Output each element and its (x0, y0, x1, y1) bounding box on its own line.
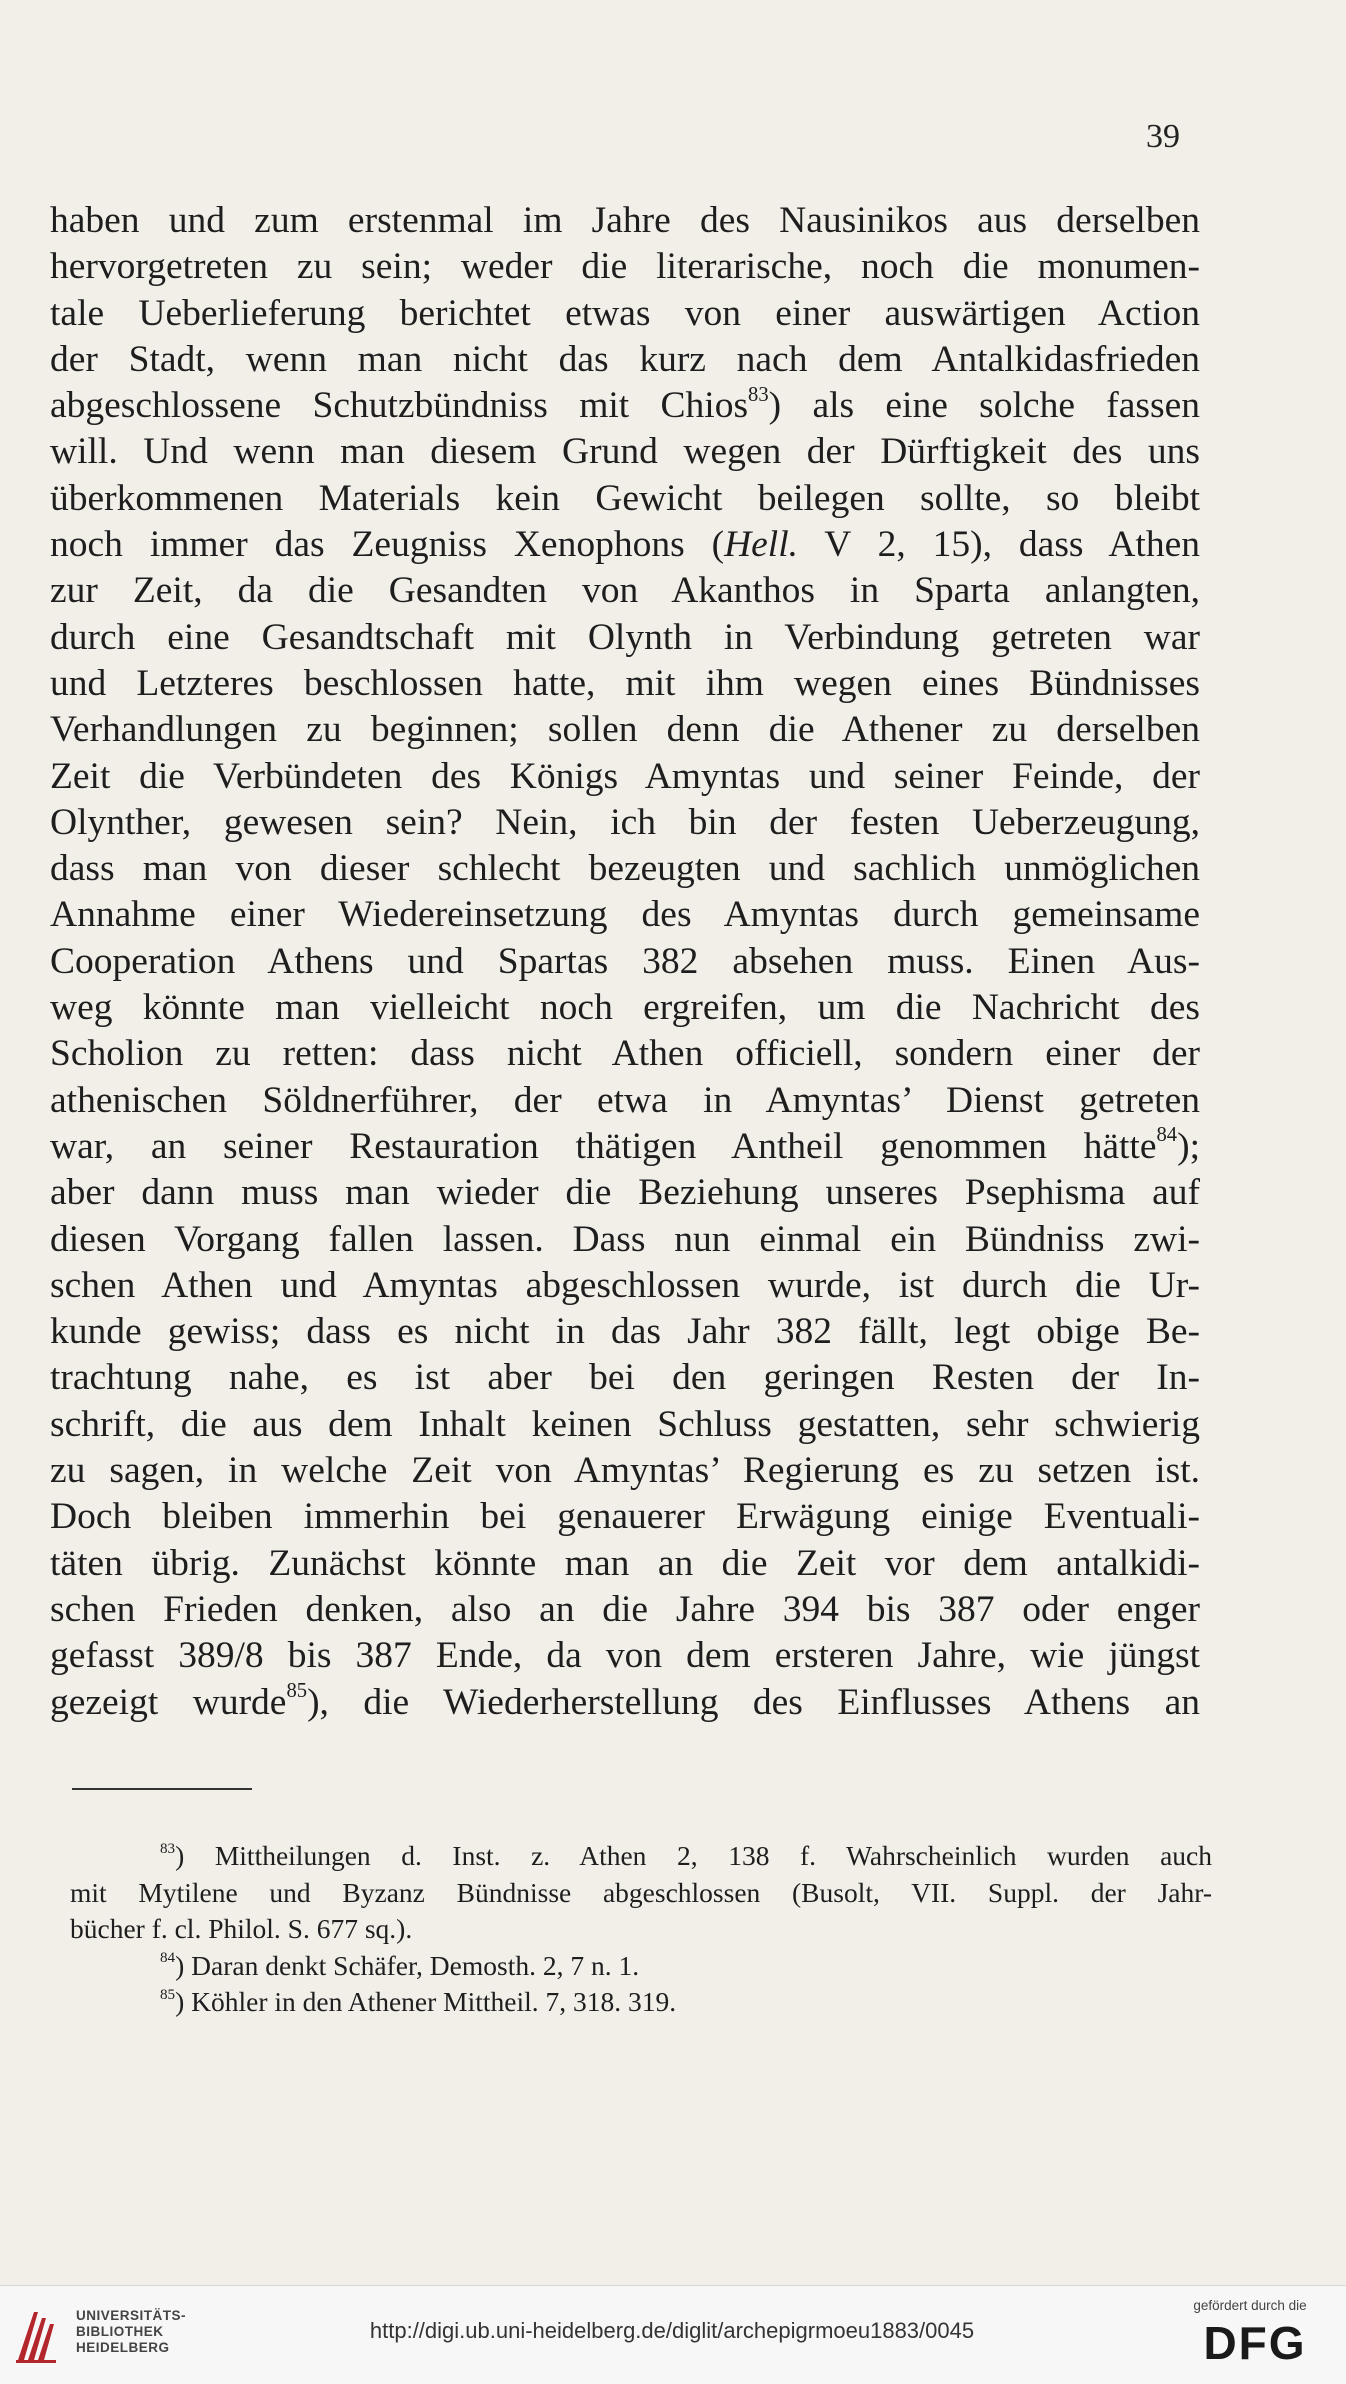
footnotes (70, 1838, 1212, 2021)
body-line: zur Zeit, da die Gesandten von Akanthos in Sparta anlangten, (50, 570, 1200, 612)
footnote-84 (70, 1948, 1212, 1985)
body-line: trachtung nahe, es ist aber bei den geringen Resten der In- (50, 1357, 1200, 1399)
body-line: schrift, die aus dem Inhalt keinen Schluss gestatten, sehr schwierig (50, 1403, 1200, 1445)
body-line-text: war, an seiner Restauration thätigen Antheil genommen hätte (50, 1125, 1157, 1167)
dfg-logo: DFG (1203, 2317, 1307, 2369)
body-line: Olynther, gewesen sein? Nein, ich bin der festen Ueberzeugung, (50, 801, 1200, 843)
body-line: weg könnte man vielleicht noch ergreifen, um die Nachricht des (50, 987, 1200, 1029)
footnote-text: ) Daran denkt Schäfer, Demosth. 2, 7 n. 1. (175, 1949, 640, 1981)
body-line-text: V 2, 15), dass Athen (798, 524, 1200, 566)
library-name-line: HEIDELBERG (76, 2340, 170, 2355)
body-line: will. Und wenn man diesem Grund wegen der Dürftigkeit des uns (50, 431, 1200, 473)
citation-italic: Hell. (724, 524, 799, 566)
body-line: diesen Vorgang fallen lassen. Dass nun einmal ein Bündniss zwi- (50, 1218, 1200, 1260)
footnote-number: 83 (160, 1840, 176, 1857)
body-line: dass man von dieser schlecht bezeugten und sachlich unmöglichen (50, 848, 1200, 890)
body-line-text: noch immer das Zeugniss Xenophons ( (50, 524, 725, 566)
body-line (50, 1680, 1200, 1726)
footnote-ref-83: 83 (748, 383, 769, 406)
body-line: schen Frieden denken, also an die Jahre 394 bis 387 oder enger (50, 1588, 1200, 1630)
body-line: Scholion zu retten: dass nicht Athen officiell, sondern einer der (50, 1033, 1200, 1075)
permalink-url[interactable]: http://digi.ub.uni-heidelberg.de/diglit/archepigrmoeu1883/0045 (369, 2318, 975, 2343)
body-line: täten übrig. Zunächst könnte man an die Zeit vor dem antalkidi- (50, 1542, 1200, 1584)
footnote-text: ) Mittheilungen d. Inst. z. Athen 2, 138 f. Wahrscheinlich wurden auch (175, 1840, 1212, 1871)
footnote-83-cont: mit Mytilene und Byzanz Bündnisse abgeschlossen (Busolt, VII. Suppl. der Jahr- (70, 1876, 1212, 1908)
footnote-divider (72, 1788, 252, 1790)
body-line (50, 383, 1200, 429)
body-line: Cooperation Athens und Spartas 382 absehen muss. Einen Aus- (50, 940, 1200, 982)
body-line: schen Athen und Amyntas abgeschlossen wurde, ist durch die Ur- (50, 1264, 1200, 1306)
heidelberg-library-logo-icon (14, 2304, 60, 2364)
footnote-ref-84: 84 (1156, 1124, 1178, 1147)
library-name-line: BIBLIOTHEK (76, 2324, 164, 2339)
body-line: gefasst 389/8 bis 387 Ende, da von dem ersteren Jahre, wie jüngst (50, 1635, 1200, 1677)
body-line: kunde gewiss; dass es nicht in das Jahr 382 fällt, legt obige Be- (50, 1311, 1200, 1353)
body-line: Verhandlungen zu beginnen; sollen denn die Athener zu derselben (50, 709, 1200, 751)
footnote-83 (70, 1838, 1212, 1875)
body-line-text: abgeschlossene Schutzbündniss mit Chios (50, 385, 749, 427)
body-line: Zeit die Verbündeten des Königs Amyntas und seiner Feinde, der (50, 755, 1200, 797)
body-line: durch eine Gesandtschaft mit Olynth in Verbindung getreten war (50, 616, 1200, 658)
body-line: überkommenen Materials kein Gewicht beilegen sollte, so bleibt (50, 477, 1200, 519)
library-name-line: UNIVERSITÄTS- (76, 2308, 187, 2323)
body-line: aber dann muss man wieder die Beziehung unseres Psephisma auf (50, 1172, 1200, 1214)
body-text (50, 198, 1200, 1726)
body-line (50, 1124, 1200, 1170)
body-line: zu sagen, in welche Zeit von Amyntas’ Regierung es zu setzen ist. (50, 1450, 1200, 1492)
footnote-83-cont: bücher f. cl. Philol. S. 677 sq.). (70, 1913, 413, 1944)
footnote-number: 85 (160, 1986, 176, 2003)
body-line (50, 522, 1200, 568)
footnote-ref-85: 85 (286, 1679, 308, 1702)
body-line: und Letzteres beschlossen hatte, mit ihm wegen eines Bündnisses (50, 662, 1200, 704)
body-line: athenischen Söldnerführer, der etwa in Amyntas’ Dienst getreten (50, 1079, 1200, 1121)
body-line: hervorgetreten zu sein; weder die literarische, noch die monumen- (50, 246, 1200, 288)
body-line: haben und zum erstenmal im Jahre des Nausinikos aus derselben (50, 200, 1200, 241)
body-line-text: ); (1177, 1125, 1200, 1167)
page-number: 39 (1146, 118, 1180, 155)
body-line-text: gezeigt wurde (50, 1681, 287, 1723)
footnote-85 (70, 1984, 1212, 2021)
body-line-text: ) als eine solche fassen (768, 385, 1200, 427)
body-line: tale Ueberlieferung berichtet etwas von einer auswärtigen Action (50, 292, 1200, 334)
footnote-text: ) Köhler in den Athener Mittheil. 7, 318. 319. (175, 1986, 677, 2017)
body-line: Doch bleiben immerhin bei genauerer Erwägung einige Eventuali- (50, 1496, 1200, 1538)
library-name (76, 2308, 186, 2356)
footnote-number: 84 (160, 1950, 176, 1967)
body-line-text: ), die Wiederherstellung des Einflusses Athens an (307, 1681, 1201, 1723)
body-line: Annahme einer Wiedereinsetzung des Amyntas durch gemeinsame (50, 894, 1200, 936)
sponsor-label: gefördert durch die (1193, 2298, 1307, 2313)
body-line: der Stadt, wenn man nicht das kurz nach dem Antalkidasfrieden (50, 338, 1200, 380)
